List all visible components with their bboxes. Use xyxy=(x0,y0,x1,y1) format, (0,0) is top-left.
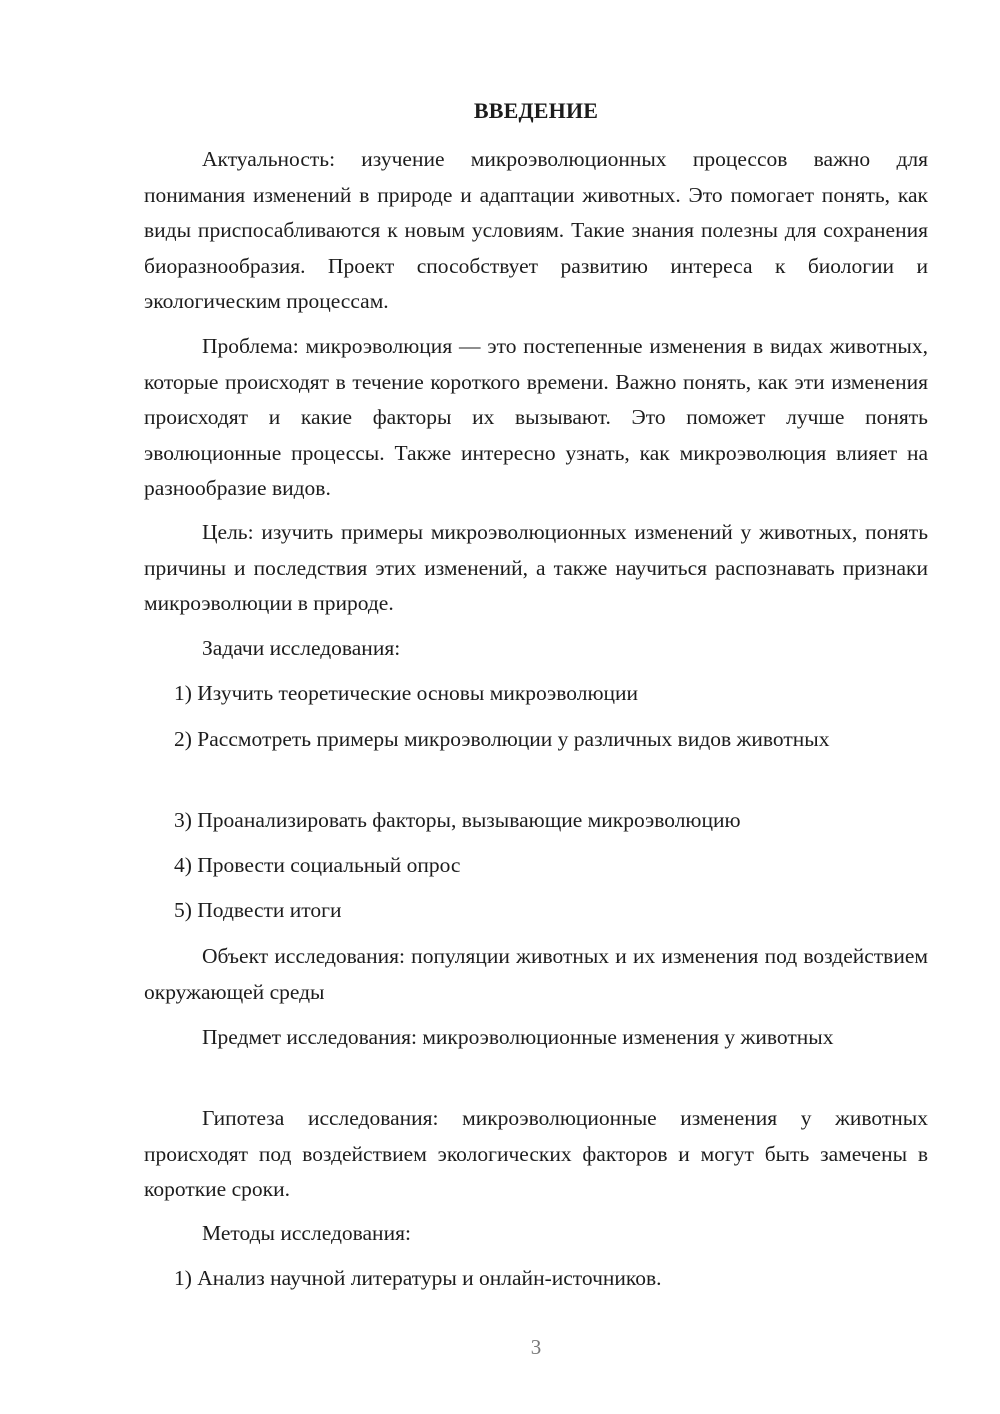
list-item: 4) Провести социальный опрос xyxy=(174,853,461,877)
page-number: 3 xyxy=(530,1335,542,1359)
paragraph-problem xyxy=(144,329,928,507)
paragraph-actuality xyxy=(144,142,928,320)
paragraph-goal-text: Цель: изучить примеры микроэволюционных изменений у животных, понять причины и последствия этих изменений, а также научиться распознавать признаки микроэволюции в природе. xyxy=(144,520,928,615)
list-item: 5) Подвести итоги xyxy=(174,898,342,922)
paragraph-hypothesis-text: Гипотеза исследования: микроэволюционные изменения у животных происходят под воздействием экологических факторов и могут быть замечены в короткие сроки. xyxy=(144,1106,928,1201)
section-title: ВВЕДЕНИЕ xyxy=(473,98,599,123)
paragraph-goal xyxy=(144,515,928,622)
list-item: 1) Анализ научной литературы и онлайн-источников. xyxy=(174,1266,662,1290)
paragraph-hypothesis xyxy=(144,1101,928,1208)
paragraph-problem-text: Проблема: микроэволюция — это постепенные изменения в видах животных, которые происходят в течение короткого времени. Важно понять, как эти изменения происходят и какие факторы их вызывают. Это поможет лучше понять эволюционные процессы. Также интересно узнать, как микроэволюция влияет на разнообразие видов. xyxy=(144,334,928,500)
methods-heading-text: Методы исследования: xyxy=(202,1221,411,1245)
list-item: 3) Проанализировать факторы, вызывающие микроэволюцию xyxy=(174,808,741,832)
list-item: 2) Рассмотреть примеры микроэволюции у различных видов животных xyxy=(174,727,830,751)
paragraph-subject-text: Предмет исследования: микроэволюционные изменения у животных xyxy=(202,1025,834,1049)
methods-heading xyxy=(144,1216,928,1252)
paragraph-actuality-text: Актуальность: изучение микроэволюционных процессов важно для понимания изменений в природе и адаптации животных. Это помогает понять, как виды приспосабливаются к новым условиям. Такие знания полезны для сохранения биоразнообразия. Проект способствует развитию интереса к биологии и экологическим процессам. xyxy=(144,147,928,313)
tasks-heading-text: Задачи исследования: xyxy=(202,636,401,660)
paragraph-subject xyxy=(144,1020,928,1056)
list-item: 1) Изучить теоретические основы микроэволюции xyxy=(174,681,639,705)
paragraph-objective xyxy=(144,939,928,1010)
tasks-heading xyxy=(144,631,928,667)
paragraph-objective-text: Объект исследования: популяции животных и их изменения под воздействием окружающей среды xyxy=(144,944,928,1004)
